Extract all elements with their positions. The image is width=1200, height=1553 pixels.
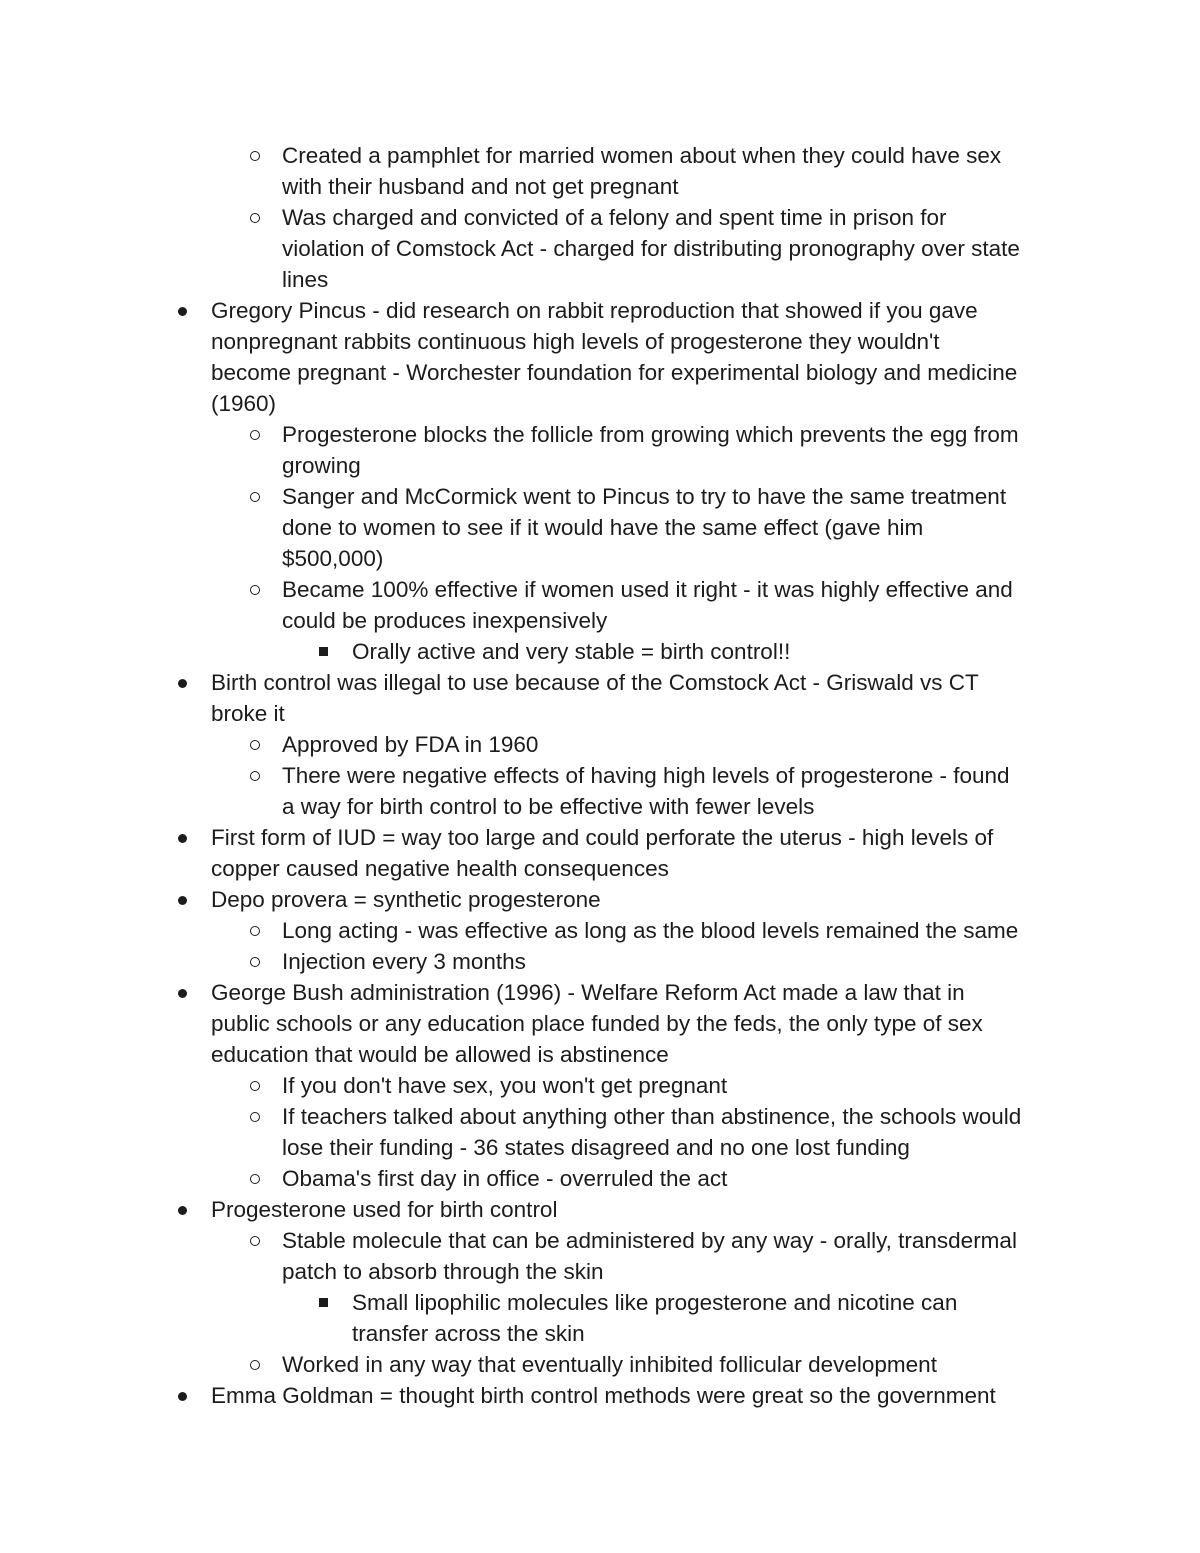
list-item-level-1 [0, 1380, 1200, 1411]
list-item-text-line: (1960) [211, 391, 277, 416]
list-item-level-2 [0, 419, 1200, 481]
list-item-level-3 [0, 1287, 1200, 1349]
list-item-text-line: patch to absorb through the skin [282, 1259, 604, 1284]
list-item-text-line: There were negative effects of having high levels of progesterone - found [282, 763, 1010, 788]
list-item-text-line: Created a pamphlet for married women about when they could have sex [282, 143, 1002, 168]
filled-circle-bullet-icon [178, 307, 187, 316]
list-item-text-line: Became 100% effective if women used it right - it was highly effective and [282, 577, 1013, 602]
list-item-level-3 [0, 636, 1200, 667]
list-item-text-line: First form of IUD = way too large and could perforate the uterus - high levels of [211, 825, 994, 850]
hollow-circle-bullet-icon [250, 926, 260, 936]
list-item-text-line: Birth control was illegal to use because of the Comstock Act - Griswald vs CT [211, 670, 979, 695]
list-item-text-line: George Bush administration (1996) - Welfare Reform Act made a law that in [211, 980, 965, 1005]
list-item-text-line: nonpregnant rabbits continuous high levels of progesterone they wouldn't [211, 329, 940, 354]
list-item-text-line: Long acting - was effective as long as the blood levels remained the same [282, 918, 1019, 943]
hollow-circle-bullet-icon [250, 1112, 260, 1122]
list-item-text-line: Small lipophilic molecules like progesterone and nicotine can [352, 1290, 958, 1315]
list-item-text-line: Progesterone blocks the follicle from growing which prevents the egg from [282, 422, 1019, 447]
list-item-text-line: done to women to see if it would have the same effect (gave him [282, 515, 924, 540]
list-item-level-2 [0, 946, 1200, 977]
hollow-circle-bullet-icon [250, 740, 260, 750]
filled-square-bullet-icon [319, 647, 328, 656]
list-item-text-line: transfer across the skin [352, 1321, 585, 1346]
list-item-level-2 [0, 202, 1200, 295]
list-item-level-2 [0, 1070, 1200, 1101]
list-item-level-2 [0, 915, 1200, 946]
list-item-level-1 [0, 822, 1200, 884]
hollow-circle-bullet-icon [250, 585, 260, 595]
list-item-text-line: could be produces inexpensively [282, 608, 608, 633]
list-item-text-line: a way for birth control to be effective with fewer levels [282, 794, 815, 819]
list-item-text-line: Obama's first day in office - overruled the act [282, 1166, 728, 1191]
list-item-level-2 [0, 1163, 1200, 1194]
hollow-circle-bullet-icon [250, 1081, 260, 1091]
hollow-circle-bullet-icon [250, 430, 260, 440]
filled-circle-bullet-icon [178, 896, 187, 905]
list-item-level-2 [0, 481, 1200, 574]
list-item-level-2 [0, 729, 1200, 760]
list-item-text-line: Worked in any way that eventually inhibited follicular development [282, 1352, 937, 1377]
list-item-text-line: Was charged and convicted of a felony and spent time in prison for [282, 205, 947, 230]
filled-circle-bullet-icon [178, 1392, 187, 1401]
bullet-list [0, 140, 1200, 1411]
list-item-text-line: lose their funding - 36 states disagreed and no one lost funding [282, 1135, 910, 1160]
list-item-text-line: with their husband and not get pregnant [282, 174, 679, 199]
list-item-text-line: Progesterone used for birth control [211, 1197, 558, 1222]
list-item-level-2 [0, 760, 1200, 822]
list-item-level-2 [0, 140, 1200, 202]
list-item-text-line: Sanger and McCormick went to Pincus to try to have the same treatment [282, 484, 1007, 509]
list-item-text-line: If you don't have sex, you won't get pregnant [282, 1073, 728, 1098]
filled-square-bullet-icon [319, 1298, 328, 1307]
list-item-level-2 [0, 1349, 1200, 1380]
filled-circle-bullet-icon [178, 1206, 187, 1215]
list-item-level-2 [0, 1101, 1200, 1163]
hollow-circle-bullet-icon [250, 213, 260, 223]
list-item-text-line: violation of Comstock Act - charged for distributing pronography over state [282, 236, 1020, 261]
list-item-text-line: copper caused negative health consequences [211, 856, 669, 881]
list-item-level-1 [0, 295, 1200, 419]
list-item-text-line: Emma Goldman = thought birth control methods were great so the government [211, 1383, 996, 1408]
list-item-text-line: Injection every 3 months [282, 949, 526, 974]
list-item-text-line: $500,000) [282, 546, 384, 571]
list-item-text-line: broke it [211, 701, 285, 726]
list-item-text-line: public schools or any education place funded by the feds, the only type of sex [211, 1011, 983, 1036]
list-item-text-line: Orally active and very stable = birth control!! [352, 639, 791, 664]
list-item-text-line: growing [282, 453, 361, 478]
list-item-level-1 [0, 977, 1200, 1070]
filled-circle-bullet-icon [178, 989, 187, 998]
filled-circle-bullet-icon [178, 679, 187, 688]
filled-circle-bullet-icon [178, 834, 187, 843]
hollow-circle-bullet-icon [250, 151, 260, 161]
list-item-text-line: lines [282, 267, 329, 292]
list-item-text-line: Approved by FDA in 1960 [282, 732, 539, 757]
list-item-text-line: Gregory Pincus - did research on rabbit reproduction that showed if you gave [211, 298, 978, 323]
hollow-circle-bullet-icon [250, 1236, 260, 1246]
hollow-circle-bullet-icon [250, 1174, 260, 1184]
list-item-text-line: Stable molecule that can be administered by any way - orally, transdermal [282, 1228, 1017, 1253]
hollow-circle-bullet-icon [250, 957, 260, 967]
hollow-circle-bullet-icon [250, 492, 260, 502]
list-item-level-2 [0, 1225, 1200, 1287]
list-item-level-1 [0, 884, 1200, 915]
list-item-text-line: become pregnant - Worchester foundation for experimental biology and medicine [211, 360, 1018, 385]
list-item-text-line: If teachers talked about anything other than abstinence, the schools would [282, 1104, 1022, 1129]
hollow-circle-bullet-icon [250, 1360, 260, 1370]
list-item-level-1 [0, 1194, 1200, 1225]
list-item-level-1 [0, 667, 1200, 729]
list-item-level-2 [0, 574, 1200, 636]
list-item-text-line: education that would be allowed is abstinence [211, 1042, 669, 1067]
hollow-circle-bullet-icon [250, 771, 260, 781]
list-item-text-line: Depo provera = synthetic progesterone [211, 887, 601, 912]
